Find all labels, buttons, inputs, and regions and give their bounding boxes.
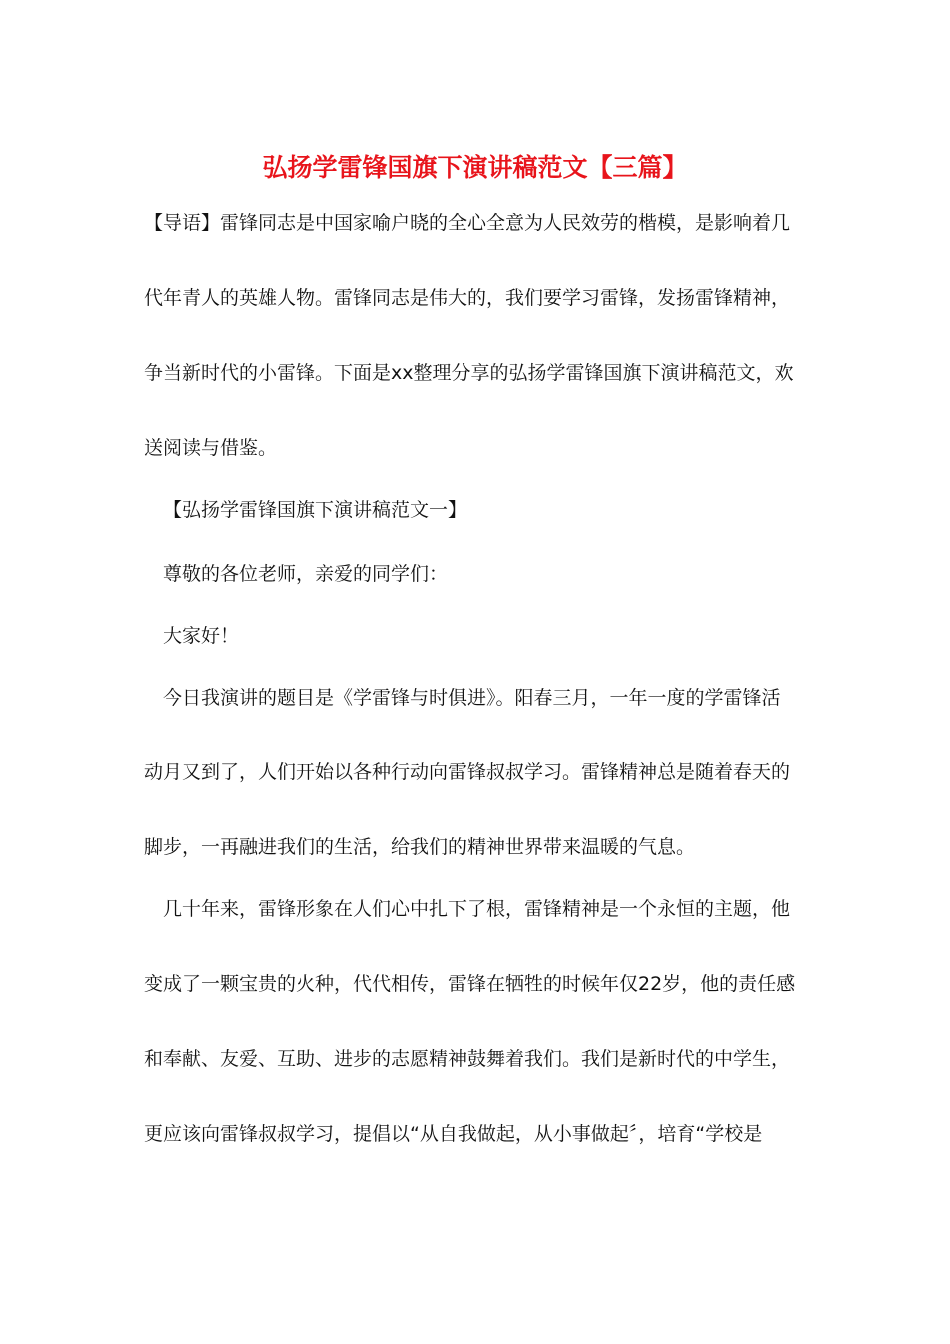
intro-line-1: 【导语】雷锋同志是中国家喻户晓的全心全意为人民效劳的楷模，是影响着几 (144, 212, 791, 234)
greeting: 大家好！ (163, 625, 240, 647)
salutation: 尊敬的各位老师，亲爱的同学们： (163, 563, 449, 585)
paragraph-1-line-2: 动月又到了，人们开始以各种行动向雷锋叔叔学习。雷锋精神总是随着春天的 (144, 761, 791, 783)
paragraph-2-line-3: 和奉献、友爱、互助、进步的志愿精神鼓舞着我们。我们是新时代的中学生， (144, 1048, 791, 1070)
intro-line-3: 争当新时代的小雷锋。下面是xx整理分享的弘扬学雷锋国旗下演讲稿范文，欢 (144, 362, 794, 384)
paragraph-2-line-1: 几十年来，雷锋形象在人们心中扎下了根，雷锋精神是一个永恒的主题，他 (163, 898, 791, 920)
section-heading-1: 【弘扬学雷锋国旗下演讲稿范文一】 (163, 499, 468, 521)
intro-line-4: 送阅读与借鉴。 (144, 437, 278, 459)
document-title: 弘扬学雷锋国旗下演讲稿范文【三篇】 (262, 153, 688, 182)
paragraph-1-line-1: 今日我演讲的题目是《学雷锋与时俱进》。阳春三月，一年一度的学雷锋活 (163, 687, 781, 709)
paragraph-2-line-2: 变成了一颗宝贵的火种，代代相传，雷锋在牺牲的时候年仅22岁，他的责任感 (144, 973, 796, 995)
intro-line-2: 代年青人的英雄人物。雷锋同志是伟大的，我们要学习雷锋，发扬雷锋精神， (144, 287, 791, 309)
paragraph-1-line-3: 脚步，一再融进我们的生活，给我们的精神世界带来温暖的气息。 (144, 836, 696, 858)
paragraph-2-line-4: 更应该向雷锋叔叔学习，提倡以“从自我做起，从小事做起〞，培育“学校是 (144, 1123, 763, 1145)
